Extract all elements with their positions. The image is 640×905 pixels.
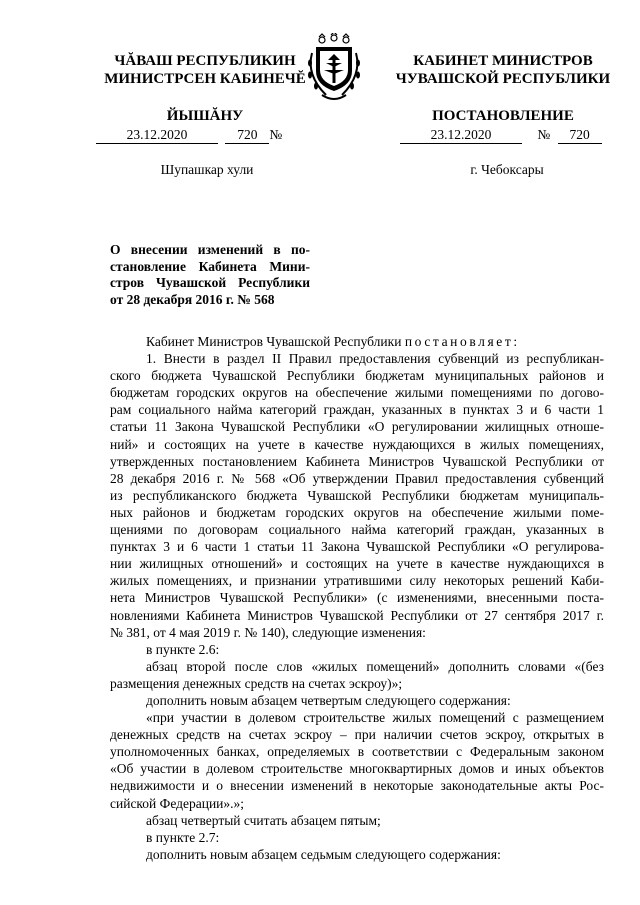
body-line-text: недвижимости и о внесении изменений в некоторые законодательные акты Рос-	[110, 778, 604, 794]
body-line-text: «при участии в долевом строительстве жилых помещений с размещением	[146, 710, 604, 726]
body-line	[110, 470, 604, 487]
right-org-line-2: ЧУВАШСКОЙ РЕСПУБЛИКИ	[395, 71, 611, 87]
left-date-line	[96, 127, 318, 144]
body-line	[110, 453, 604, 470]
body-line-text: рам социального найма категорий граждан, указанных в пунктах 3 и 6 части 1	[110, 402, 604, 418]
body-line-text: Кабинет Министров Чувашской Республики	[146, 334, 405, 349]
body-line	[110, 607, 604, 624]
body-line	[110, 555, 604, 572]
right-date-line	[400, 127, 614, 144]
body-line	[110, 743, 604, 760]
chuvash-emblem-icon	[304, 33, 364, 105]
subject-line: от 28 декабря 2016 г. № 568	[110, 291, 275, 307]
right-date: 23.12.2020	[400, 127, 522, 144]
body-line-text: денежных средств на счетах эскроу – при наличии счетов эскроу, открытых в	[110, 727, 604, 743]
body-line	[110, 572, 604, 589]
body-line	[110, 333, 604, 350]
body-line-text: утвержденных постановлением Кабинета Министров Чувашской Республики от	[110, 453, 604, 469]
body-line-text: в пункте 2.6:	[146, 641, 220, 657]
body-line-text: пунктах 3 и 6 части 1 статьи 11 Закона Чувашской Республики «О регулирова-	[110, 539, 604, 555]
left-doctype: ЙЫШĂНУ	[166, 108, 244, 124]
right-number-sign: №	[537, 127, 551, 142]
body-line	[110, 436, 604, 453]
body-line	[110, 812, 604, 829]
body-line	[110, 418, 604, 435]
right-number: 720	[558, 127, 602, 144]
body-line-text: сийской Федерации».»;	[110, 795, 245, 811]
body-line-text: уполномоченных банках, определяемых в соответствии с Федеральным законом	[110, 744, 604, 760]
body-line-text: из республиканского бюджета Чувашской Республики бюджетам муниципаль-	[110, 487, 604, 503]
body-line-text: «Об участии в долевом строительстве многоквартирных домов и иных объектов	[110, 761, 604, 777]
right-place: г. Чебоксары	[470, 162, 544, 177]
body-line-text: 28 декабря 2016 г. № 568 «Об утверждении Правил предоставления субвенций	[110, 470, 604, 486]
body-line	[110, 829, 604, 846]
body-line	[110, 589, 604, 606]
body-line-text: статьи 11 Закона Чувашской Республики «О регулировании жилищных отноше-	[110, 419, 604, 435]
subject-line: становление Кабинета Мини-	[110, 258, 310, 274]
document-subject	[110, 242, 310, 308]
body-line-text: № 381, от 4 мая 2019 г. № 140), следующие изменения:	[110, 624, 426, 640]
body-line-text: щениями по договорам социального найма категорий граждан, указанных в	[110, 522, 604, 538]
right-org-line-1: КАБИНЕТ МИНИСТРОВ	[413, 53, 593, 69]
left-place: Шупашкар хули	[160, 162, 254, 177]
document-body	[110, 333, 604, 863]
body-line-text: ний» и состоящих на учете в качестве нуждающихся в жилых помещениях,	[110, 436, 604, 452]
body-line-text: жилых помещениях, и признании утратившими силу некоторых решений Каби-	[110, 573, 604, 589]
body-line-text: дополнить новым абзацем седьмым следующего содержания:	[146, 846, 501, 862]
body-line	[110, 384, 604, 401]
body-line-text: нета Министров Чувашской Республики» (с изменениями, внесенными поста-	[110, 590, 604, 606]
body-line-text: 1. Внести в раздел II Правил предоставления субвенций из республикан-	[146, 351, 604, 367]
body-line-text: ных районов и бюджетам городских округов на обеспечение жилыми поме-	[110, 504, 604, 520]
body-line	[110, 641, 604, 658]
body-line	[110, 675, 604, 692]
body-line	[110, 624, 604, 641]
body-line	[110, 401, 604, 418]
left-org-line-2: МИНИСТРСЕН КАБИНЕЧĔ	[104, 71, 306, 87]
body-line	[110, 504, 604, 521]
left-number: 720	[225, 127, 269, 144]
body-line-text: размещения денежных средств на счетах эскроу)»;	[110, 675, 403, 691]
body-line-text: новлениями Кабинета Министров Чувашской Республики от 27 сентября 2017 г.	[110, 607, 604, 623]
body-line	[110, 709, 604, 726]
body-line	[110, 521, 604, 538]
left-org-line-1: ЧĂВАШ РЕСПУБЛИКИН	[114, 53, 296, 69]
right-doctype: ПОСТАНОВЛЕНИЕ	[432, 108, 574, 124]
header-right-block	[382, 52, 624, 125]
body-line	[110, 726, 604, 743]
body-line	[110, 367, 604, 384]
body-line	[110, 692, 604, 709]
body-line-text: дополнить новым абзацем четвертым следующего содержания:	[146, 692, 511, 708]
body-line-text: нии жилищных отношений» и состоящих на учете в качестве нуждающихся в	[110, 556, 604, 572]
left-number-sign: №	[269, 127, 283, 142]
body-line-text: бюджетам городских округов на обеспечение жилыми помещениями по догово-	[110, 385, 604, 401]
body-line-text: абзац четвертый считать абзацем пятым;	[146, 812, 381, 828]
body-line-text: абзац второй после слов «жилых помещений» дополнить словами «(без	[146, 658, 604, 674]
left-date: 23.12.2020	[96, 127, 218, 144]
header-left-block	[86, 52, 324, 125]
body-line	[110, 350, 604, 367]
body-line	[110, 658, 604, 675]
subject-line: О внесении изменений в по-	[110, 242, 310, 257]
body-line-text: ского бюджета Чувашской Республики бюджетам муниципальных районов и	[110, 368, 604, 384]
body-line	[110, 487, 604, 504]
body-line	[110, 795, 604, 812]
body-line	[110, 538, 604, 555]
body-line	[110, 777, 604, 794]
body-line-text: в пункте 2.7:	[146, 829, 220, 845]
body-line-spaced-word: постановляет:	[404, 334, 520, 349]
body-line	[110, 846, 604, 863]
body-line	[110, 760, 604, 777]
subject-line: стров Чувашской Республики	[110, 275, 310, 290]
